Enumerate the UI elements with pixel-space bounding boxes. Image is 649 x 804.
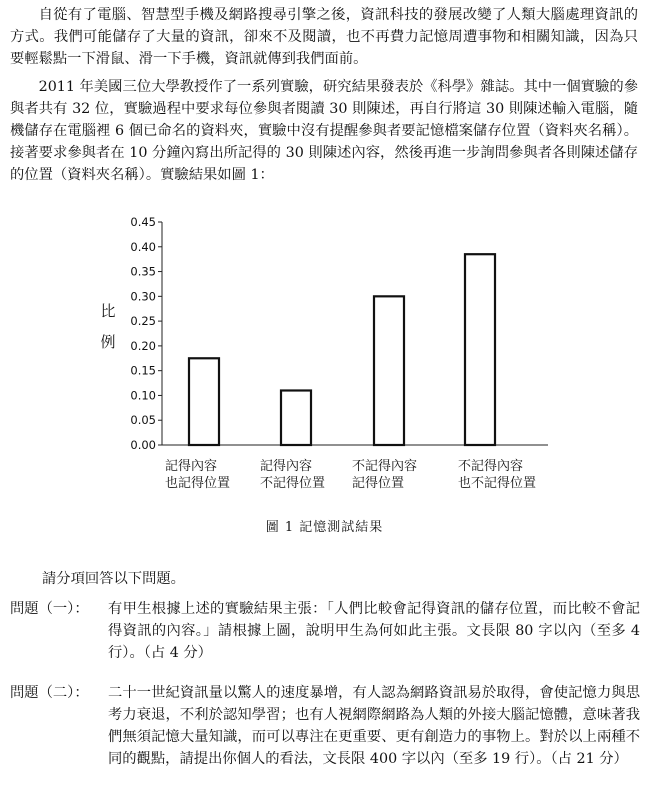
x-category-label: 不記得內容 — [458, 459, 524, 474]
question-1-label: 問題（一）： — [10, 601, 89, 617]
y-axis-label-char: 比 — [100, 302, 116, 320]
intro-paragraph-1 — [10, 4, 638, 70]
y-tick-label: 0.20 — [130, 338, 156, 353]
intro-paragraph-1-text: 自從有了電腦、智慧型手機及網路搜尋引擎之後，資訊科技的發展改變了人類大腦處理資訊的方式。我們可能儲存了大量的資訊，卻來不及閱讀，也不再費力記憶周遭事物和相關知識，因為只要輕鬆點一下滑鼠、滑一下手機，資訊就傳到我們面前。 — [10, 7, 638, 67]
y-tick-label: 0.10 — [130, 388, 156, 403]
x-category-label: 記得內容 — [260, 459, 313, 474]
x-category-label: 也記得位置 — [165, 476, 231, 491]
y-axis-label — [100, 302, 115, 351]
x-axis-labels — [165, 459, 536, 491]
bar-4 — [465, 254, 495, 445]
y-tick-label: 0.40 — [130, 239, 156, 254]
y-tick-label: 0.05 — [130, 413, 156, 428]
bar-2 — [281, 390, 311, 445]
y-tick-label: 0.15 — [130, 363, 156, 378]
x-category-label: 不記得位置 — [260, 476, 326, 491]
y-axis-ticks — [130, 215, 162, 452]
x-category-label: 也不記得位置 — [458, 476, 537, 491]
intro-paragraph-2 — [10, 76, 638, 186]
bar-1 — [189, 358, 219, 445]
intro-paragraph-2-text: 2011 年美國三位大學教授作了一系列實驗，研究結果發表於《科學》雜誌。其中一個實驗的參與者共有 32 位，實驗過程中要求每位參與者閱讀 30 則陳述，再自行將這 30 則陳述輸入電腦，隨機儲存在電腦裡 6 個已命名的資料夾，實驗中沒有提醒參與者要記憶檔案儲存位置（資料夾名稱）。接著要求參與者在 10 分鐘內寫出所記得的 30 則陳述內容，然後再進一步詢問參與者各則陳述儲存的位置（資料夾名稱）。實驗結果如圖 1： — [10, 79, 638, 183]
y-tick-label: 0.00 — [130, 438, 156, 452]
x-category-label: 不記得內容 — [352, 459, 418, 474]
x-category-label: 記得內容 — [165, 459, 218, 474]
question-2-label: 問題（二）： — [10, 685, 89, 701]
y-axis-label-char: 例 — [100, 333, 116, 351]
figure-caption: 圖 1 記憶測試結果 — [265, 520, 384, 535]
chart-bars — [189, 254, 495, 445]
y-tick-label: 0.25 — [130, 314, 156, 329]
y-tick-label: 0.30 — [130, 289, 156, 304]
y-tick-label: 0.45 — [130, 215, 156, 229]
question-1-text: 有甲生根據上述的實驗結果主張：「人們比較會記得資訊的儲存位置，而比較不會記得資訊的內容。」請根據上圖，說明甲生為何如此主張。文長限 80 字以內（至多 4 行）。（占 4 分） — [108, 601, 640, 661]
x-category-label: 記得位置 — [352, 476, 405, 491]
bar-3 — [374, 296, 404, 445]
bar-chart — [0, 206, 649, 506]
question-2-text: 二十一世紀資訊量以驚人的速度暴增，有人認為網路資訊易於取得，會使記憶力與思考力衰退，不利於認知學習；也有人視網際網路為人類的外接大腦記憶體，意味著我們無須記憶大量知識，而可以專注在更重要、更有創造力的事物上。對於以上兩種不同的觀點，請提出你個人的看法，文長限 400 字以內（至多 19 行）。（占 21 分） — [108, 685, 640, 767]
instruction-text: 請分項回答以下問題。 — [42, 571, 185, 587]
y-tick-label: 0.35 — [130, 264, 156, 279]
